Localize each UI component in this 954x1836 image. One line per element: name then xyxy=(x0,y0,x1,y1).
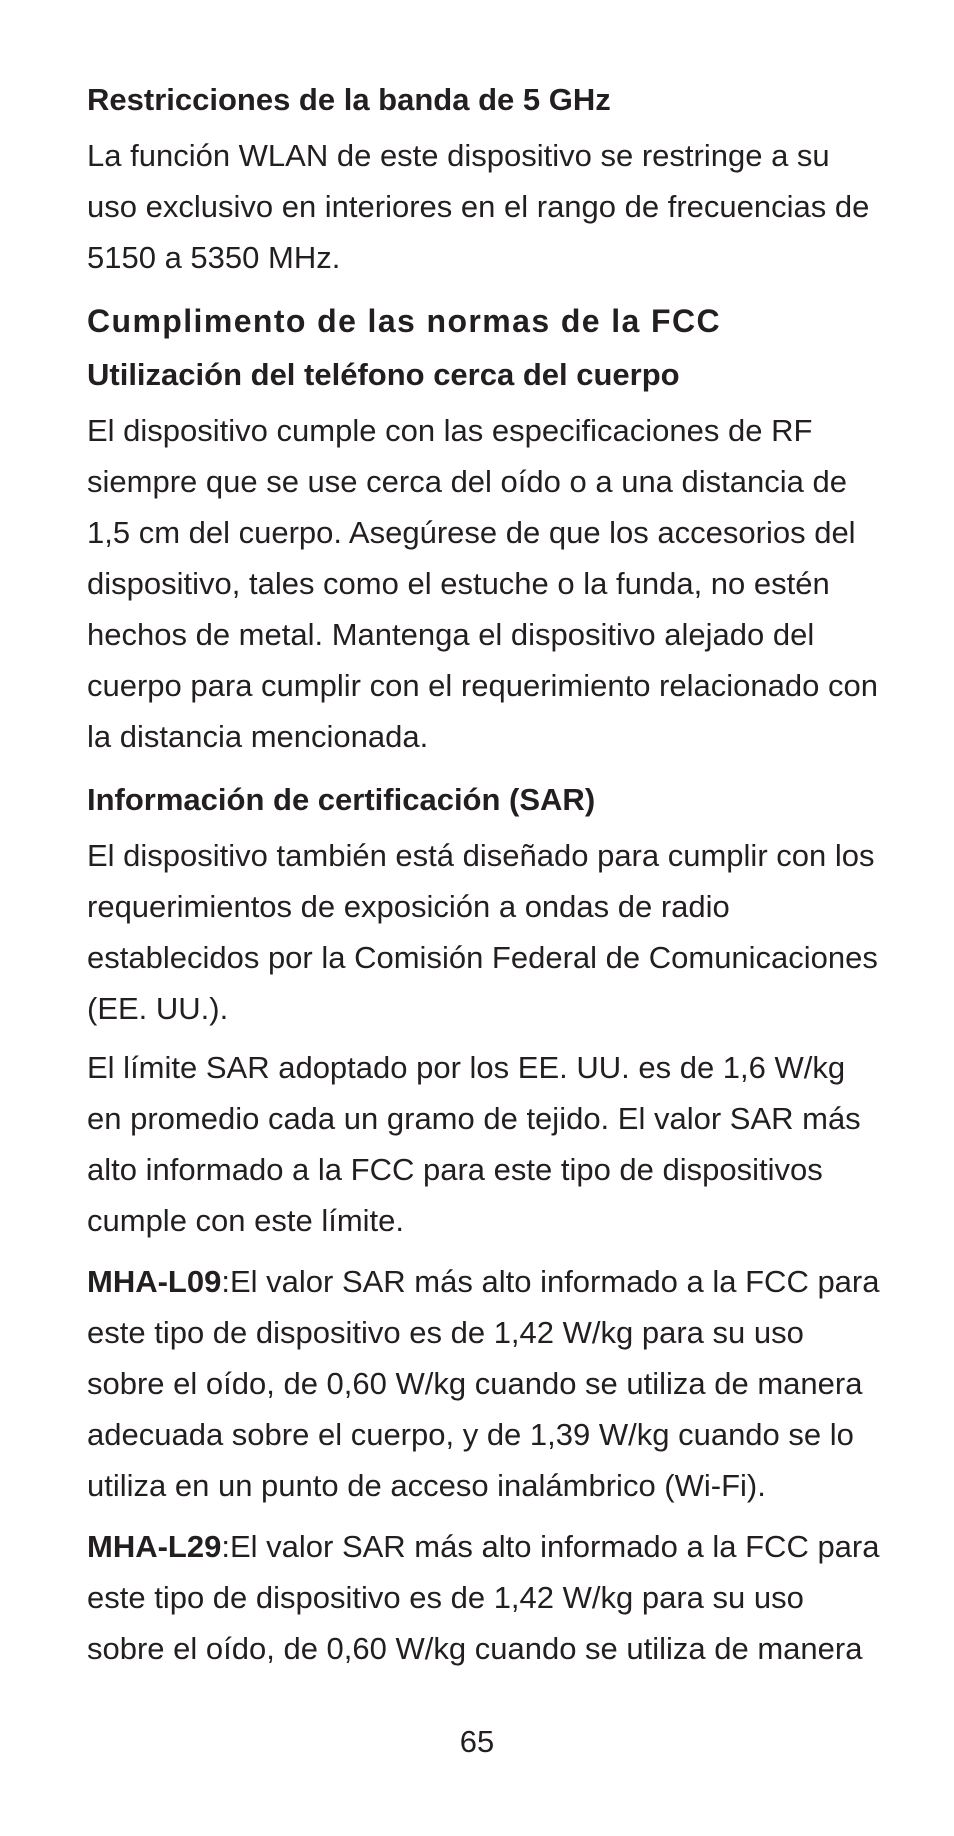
body-use-heading: Utilización del teléfono cerca del cuerpo xyxy=(87,357,680,392)
sar-paragraph-1: El dispositivo también está diseñado para cumplir con los requerimientos de exposición a ondas de radio establecidos por la Comisión Federal de Comunicaciones (EE. UU.). xyxy=(87,838,878,1026)
page-content xyxy=(87,80,885,1682)
sar-model-paragraph xyxy=(87,1521,885,1674)
model-name: MHA-L09 xyxy=(87,1264,222,1299)
sar-model-paragraph xyxy=(87,1256,885,1511)
model-name: MHA-L29 xyxy=(87,1529,222,1564)
band-restrictions-text: La función WLAN de este dispositivo se restringe a su uso exclusivo en interiores en el rango de frecuencias de 5150 a 5350 MHz. xyxy=(87,138,870,275)
model-sar-text: :El valor SAR más alto informado a la FCC para este tipo de dispositivo es de 1,42 W/kg para su uso sobre el oído, de 0,60 W/kg cuando se utiliza de manera xyxy=(87,1529,880,1666)
fcc-compliance-heading: Cumplimento de las normas de la FCC xyxy=(87,303,721,339)
body-use-text: El dispositivo cumple con las especificaciones de RF siempre que se use cerca del oído o a una distancia de 1,5 cm del cuerpo. Asegúrese de que los accesorios del dispositivo, tales como el estuche o la funda, no estén hechos de metal. Mantenga el dispositivo alejado del cuerpo para cumplir con el requerimiento relacionado con la distancia mencionada. xyxy=(87,413,878,754)
sar-paragraph-2: El límite SAR adoptado por los EE. UU. es de 1,6 W/kg en promedio cada un gramo de tejido. El valor SAR más alto informado a la FCC para este tipo de dispositivos cumple con este límite. xyxy=(87,1050,861,1238)
model-sar-text: :El valor SAR más alto informado a la FCC para este tipo de dispositivo es de 1,42 W/kg para su uso sobre el oído, de 0,60 W/kg cuando se utiliza de manera adecuada sobre el cuerpo, y de 1,39 W/kg cuando se lo utiliza en un punto de acceso inalámbrico (Wi-Fi). xyxy=(87,1264,880,1503)
band-restrictions-heading: Restricciones de la banda de 5 GHz xyxy=(87,82,611,117)
page-number: 65 xyxy=(459,1724,495,1759)
sar-heading: Información de certificación (SAR) xyxy=(87,782,596,817)
